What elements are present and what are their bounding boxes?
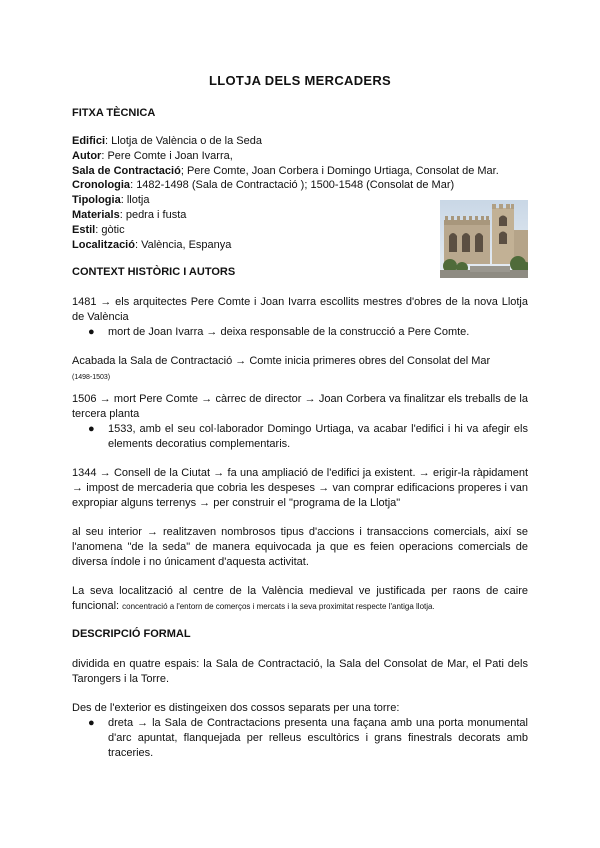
fitxa-row (72, 178, 454, 193)
context-paragraph-4: 1344 → Consell de la Ciutat → fa una ampliació de l'edifici ja existent. → erigir-la ràpidament → impost de mercaderia que cobria les despeses → van comprar edificacions properes i van expropiar alguns terrenys → per construir el "programa de la Llotja" (72, 467, 528, 509)
context-paragraph-2-dates: (1498-1503) (72, 374, 111, 381)
fitxa-row (72, 164, 499, 179)
bullet-icon: ● (88, 423, 95, 435)
fitxa-row (72, 149, 233, 164)
fitxa-row (72, 193, 149, 208)
fitxa-row-value: Pere Comte, Joan Corbera i Domingo Urtiaga, Consolat de Mar. (186, 164, 499, 177)
context-paragraph-3: 1506 → mort Pere Comte → càrrec de director → Joan Corbera va finalitzar els treballs de la tercera planta (72, 393, 528, 420)
fitxa-row (72, 238, 231, 253)
fitxa-row-value: 1482-1498 (Sala de Contractació ); 1500-1548 (Consolat de Mar) (136, 179, 455, 192)
heading-context-historic: CONTEXT HISTÒRIC I AUTORS (72, 266, 236, 278)
descripcio-paragraph-2: Des de l'exterior es distingeixen dos cossos separats per una torre: (72, 702, 400, 714)
fitxa-row-value: llotja (126, 194, 150, 207)
fitxa-row-label: Localització (72, 238, 135, 251)
bullet-icon: ● (88, 326, 95, 338)
fitxa-row-separator: : (101, 149, 108, 162)
context-paragraph-2-text: Acabada la Sala de Contractació → Comte inicia primeres obres del Consolat del Mar (72, 355, 491, 367)
context-paragraph-1: 1481 → els arquitectes Pere Comte i Joan Ivarra escollits mestres d'obres de la nova Llotja de València (72, 296, 528, 323)
context-paragraph-6-text: La seva localització al centre de la València medieval ve justificada per raons de caire funcional: (72, 585, 528, 612)
context-bullet-2 (88, 422, 528, 452)
fitxa-row-label: Edifici (72, 135, 106, 147)
fitxa-row (72, 223, 125, 238)
fitxa-row-label: Estil (72, 223, 96, 236)
fitxa-row-separator: : (120, 194, 127, 207)
fitxa-row (72, 134, 262, 149)
fitxa-row-value: Pere Comte i Joan Ivarra, (107, 149, 233, 162)
fitxa-row-separator: : (130, 179, 137, 192)
descripcio-bullet-1-text: dreta → la Sala de Contractacions presenta una façana amb una porta monumental d'arc apuntat, flanquejada per relleus escultòrics i grans finestrals decorats amb traceries. (108, 717, 528, 759)
fitxa-row-separator: : (134, 238, 142, 251)
fitxa-row-label: Autor (72, 149, 102, 162)
fitxa-row-separator: : (95, 223, 102, 236)
context-paragraph-2 (72, 354, 528, 385)
llotja-photo (440, 200, 528, 278)
descripcio-bullet-1 (88, 716, 528, 761)
context-paragraph-6 (72, 584, 528, 614)
fitxa-row-value: gòtic (101, 223, 125, 236)
fitxa-row-separator: ; (180, 164, 187, 177)
context-paragraph-5: al seu interior → realitzaven nombrosos tipus d'accions i transaccions comercials, així se l'anomena "de la seda" de manera equivocada ja que es feien operacions comercials de diversa índole i no únicament d'aquesta activitat. (72, 526, 528, 568)
descripcio-paragraph-1: dividida en quatre espais: la Sala de Contractació, la Sala del Consolat de Mar, el Pati dels Tarongers i la Torre. (72, 658, 528, 685)
context-bullet-2-text: 1533, amb el seu col·laborador Domingo Urtiaga, va acabar l'edifici i hi va afegir els elements decoratius complementaris. (108, 423, 528, 450)
context-paragraph-6-note: concentració a l'entorn de comerços i mercats i la seva proximitat respecte l'antiga llotja. (122, 602, 435, 611)
fitxa-row-label: Sala de Contractació (72, 164, 181, 177)
fitxa-row-value: Llotja de València o de la Seda (111, 135, 262, 147)
fitxa-row-separator: : (105, 135, 112, 147)
context-bullet-1 (88, 325, 528, 340)
fitxa-row-label: Materials (72, 209, 120, 221)
fitxa-row-value: pedra i fusta (125, 209, 187, 221)
document-title: LLOTJA DELS MERCADERS (208, 73, 392, 88)
heading-fitxa-tecnica: FITXA TÈCNICA (72, 107, 156, 119)
fitxa-row-label: Tipologia (72, 194, 121, 207)
fitxa-row (72, 208, 186, 223)
llotja-building-image (440, 200, 528, 278)
fitxa-row-value: València, Espanya (141, 238, 232, 251)
context-bullet-1-text: mort de Joan Ivarra → deixa responsable de la construcció a Pere Comte. (108, 326, 470, 338)
heading-descripcio-formal: DESCRIPCIÓ FORMAL (72, 628, 191, 640)
fitxa-row-label: Cronologia (72, 179, 131, 192)
fitxa-row-separator: : (119, 209, 126, 221)
bullet-icon: ● (88, 717, 95, 729)
